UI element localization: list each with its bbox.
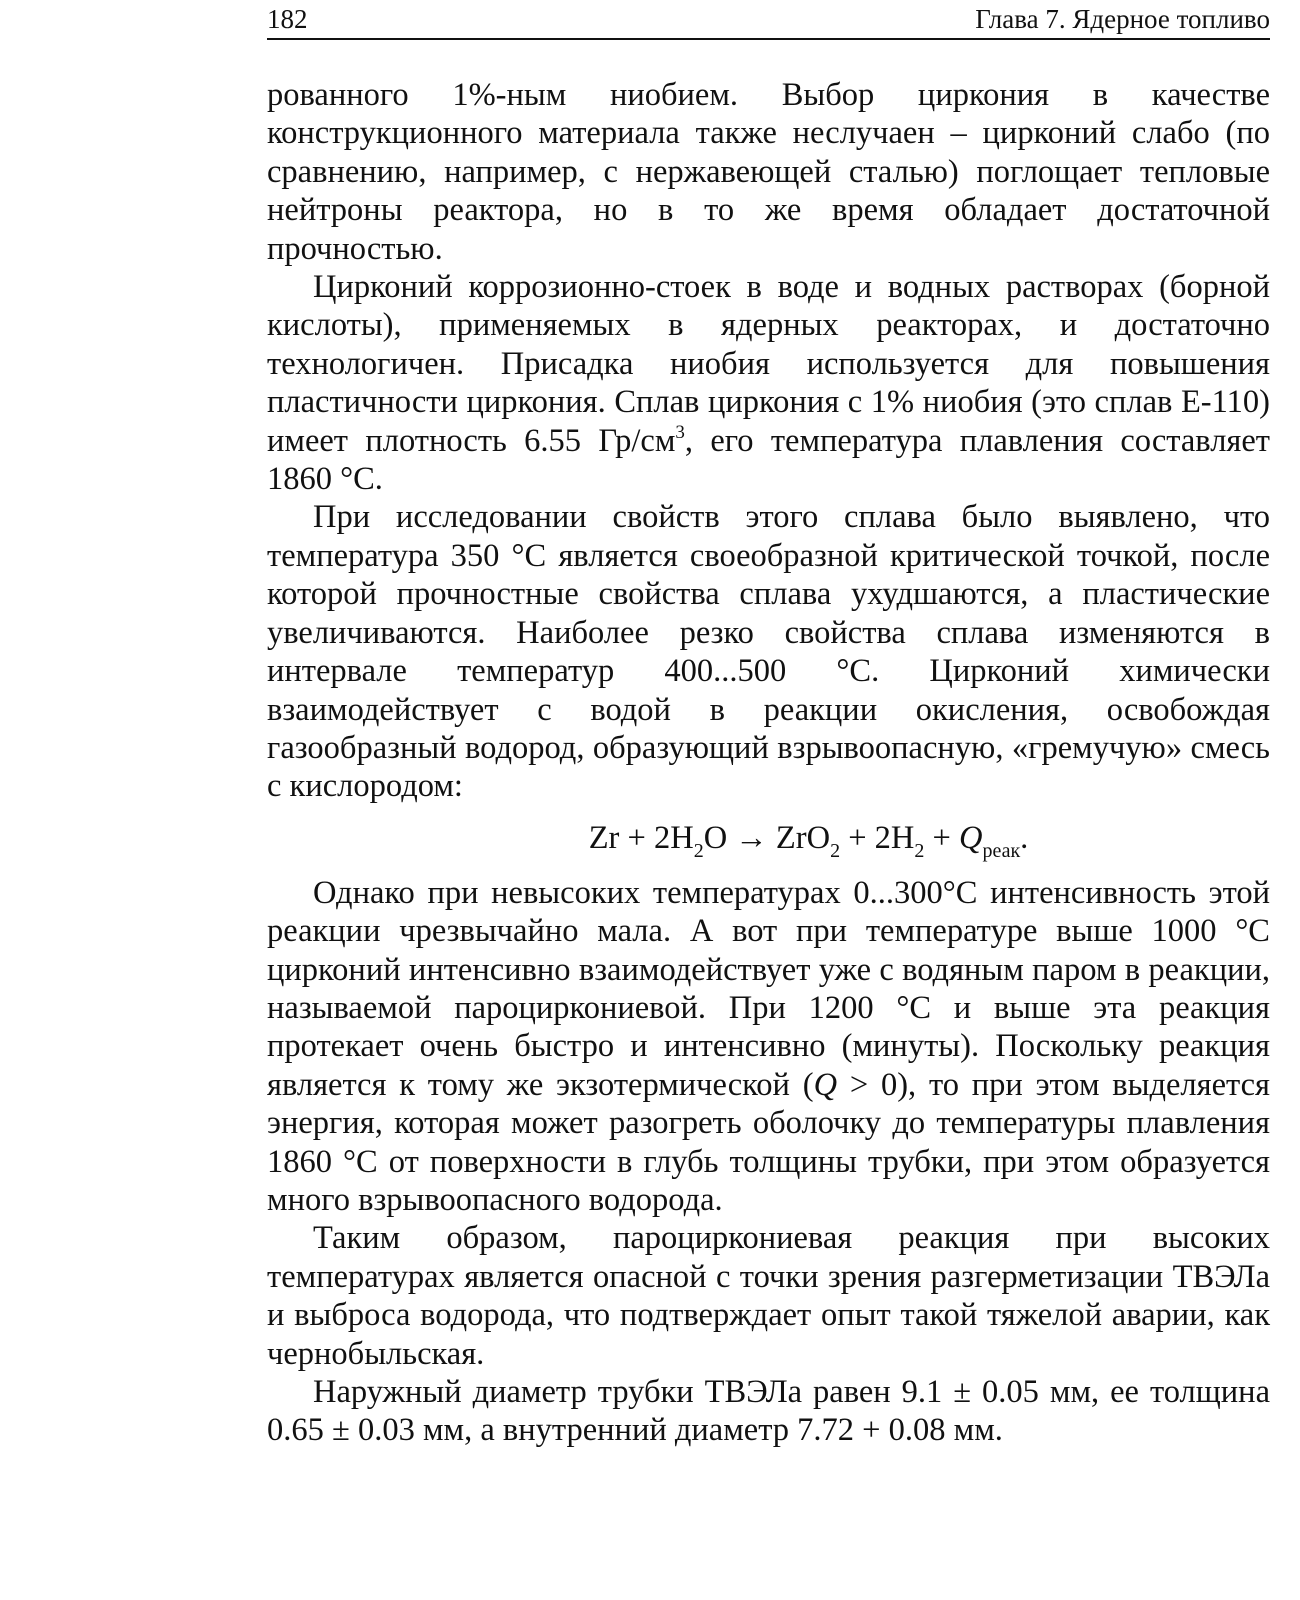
- superscript-3: 3: [675, 421, 685, 443]
- formula-subscript: 2: [914, 839, 925, 862]
- formula-subscript: 2: [830, 839, 841, 862]
- formula-part: + 2H: [840, 819, 915, 856]
- formula-end: .: [1020, 819, 1029, 856]
- formula-part: Zr + 2H: [588, 819, 694, 856]
- formula-part: +: [924, 819, 959, 856]
- formula-q-subscript: реак: [982, 839, 1021, 862]
- paragraph-3: При исследовании свойств этого сплава было выявлено, что температура 350 °С является своеобразной критической точкой, после которой прочностные свойства сплава ухудшаются, а пластические увеличиваются. Наиболее резко свойства сплава изменяются в интервале температур 400...500 °С. Цирконий химически взаимодействует с водой в реакции окисления, освобождая газообразный водород, образующий взрывоопасную, «гремучую» смесь с кислородом:: [267, 499, 1270, 805]
- paragraph-6: Наружный диаметр трубки ТВЭЛа равен 9.1 ± 0.05 мм, ее толщина 0.65 ± 0.03 мм, а внутренний диаметр 7.72 + 0.08 мм.: [267, 1374, 1270, 1449]
- paragraph-2-tail: , его температура плавления составляет 1860 °С.: [267, 422, 1271, 498]
- formula-q: Q: [958, 819, 983, 856]
- formula-part: O → ZrO: [703, 819, 831, 856]
- paragraph-4-text: Однако при невысоких температурах 0...300°С интенсивность этой реакции чрезвычайно мала. А вот при температуре выше 1000 °С цирконий интенсивно взаимодействует уже с водяным паром в реакции, называемой пароциркониевой. При 1200 °С и выше эта реакция протекает очень быстро и интенсивно (минуты). Поскольку реакция является к тому же экзотермической (: [267, 874, 1270, 1103]
- reaction-formula: [267, 818, 1270, 862]
- page-header: [267, 0, 1270, 40]
- paragraph-1: рованного 1%-ным ниобием. Выбор циркония в качестве конструкционного материала также неслучаен – цирконий слабо (по сравнению, например, с нержавеющей сталью) поглощает тепловые нейтроны реактора, но в то же время обладает достаточной прочностью.: [267, 77, 1270, 267]
- document-page: [267, 0, 1270, 1450]
- paragraph-2-text: Цирконий коррозионно-стоек в воде и водных растворах (борной кислоты), применяемых в ядерных реакторах, и достаточно технологичен. Присадка ниобия используется для повышения пластичности циркония. Сплав циркония с 1% ниобия (это сплав Е-110) имеет плотность 6.55 Гр/см: [267, 269, 1270, 459]
- formula-subscript: 2: [693, 839, 704, 862]
- paragraph-5: Таким образом, пароциркониевая реакция при высоких температурах является опасной с точки зрения разгерметизации ТВЭЛа и выброса водорода, что подтверждает опыт такой тяжелой аварии, как чернобыльская.: [267, 1220, 1270, 1372]
- running-head-chapter-title: Глава 7. Ядерное топливо: [975, 4, 1270, 34]
- paragraph-4-q: Q: [813, 1066, 838, 1103]
- paragraph-4-tail: > 0), то при этом выделяется энергия, которая может разогреть оболочку до температуры плавления 1860 °С от поверхности в глубь толщины трубки, при этом образуется много взрывоопасного водорода.: [267, 1066, 1270, 1218]
- paragraph-4: [267, 874, 1270, 1220]
- page-number: 182: [267, 4, 308, 34]
- body-text: [267, 76, 1270, 1450]
- paragraph-2: [267, 268, 1270, 498]
